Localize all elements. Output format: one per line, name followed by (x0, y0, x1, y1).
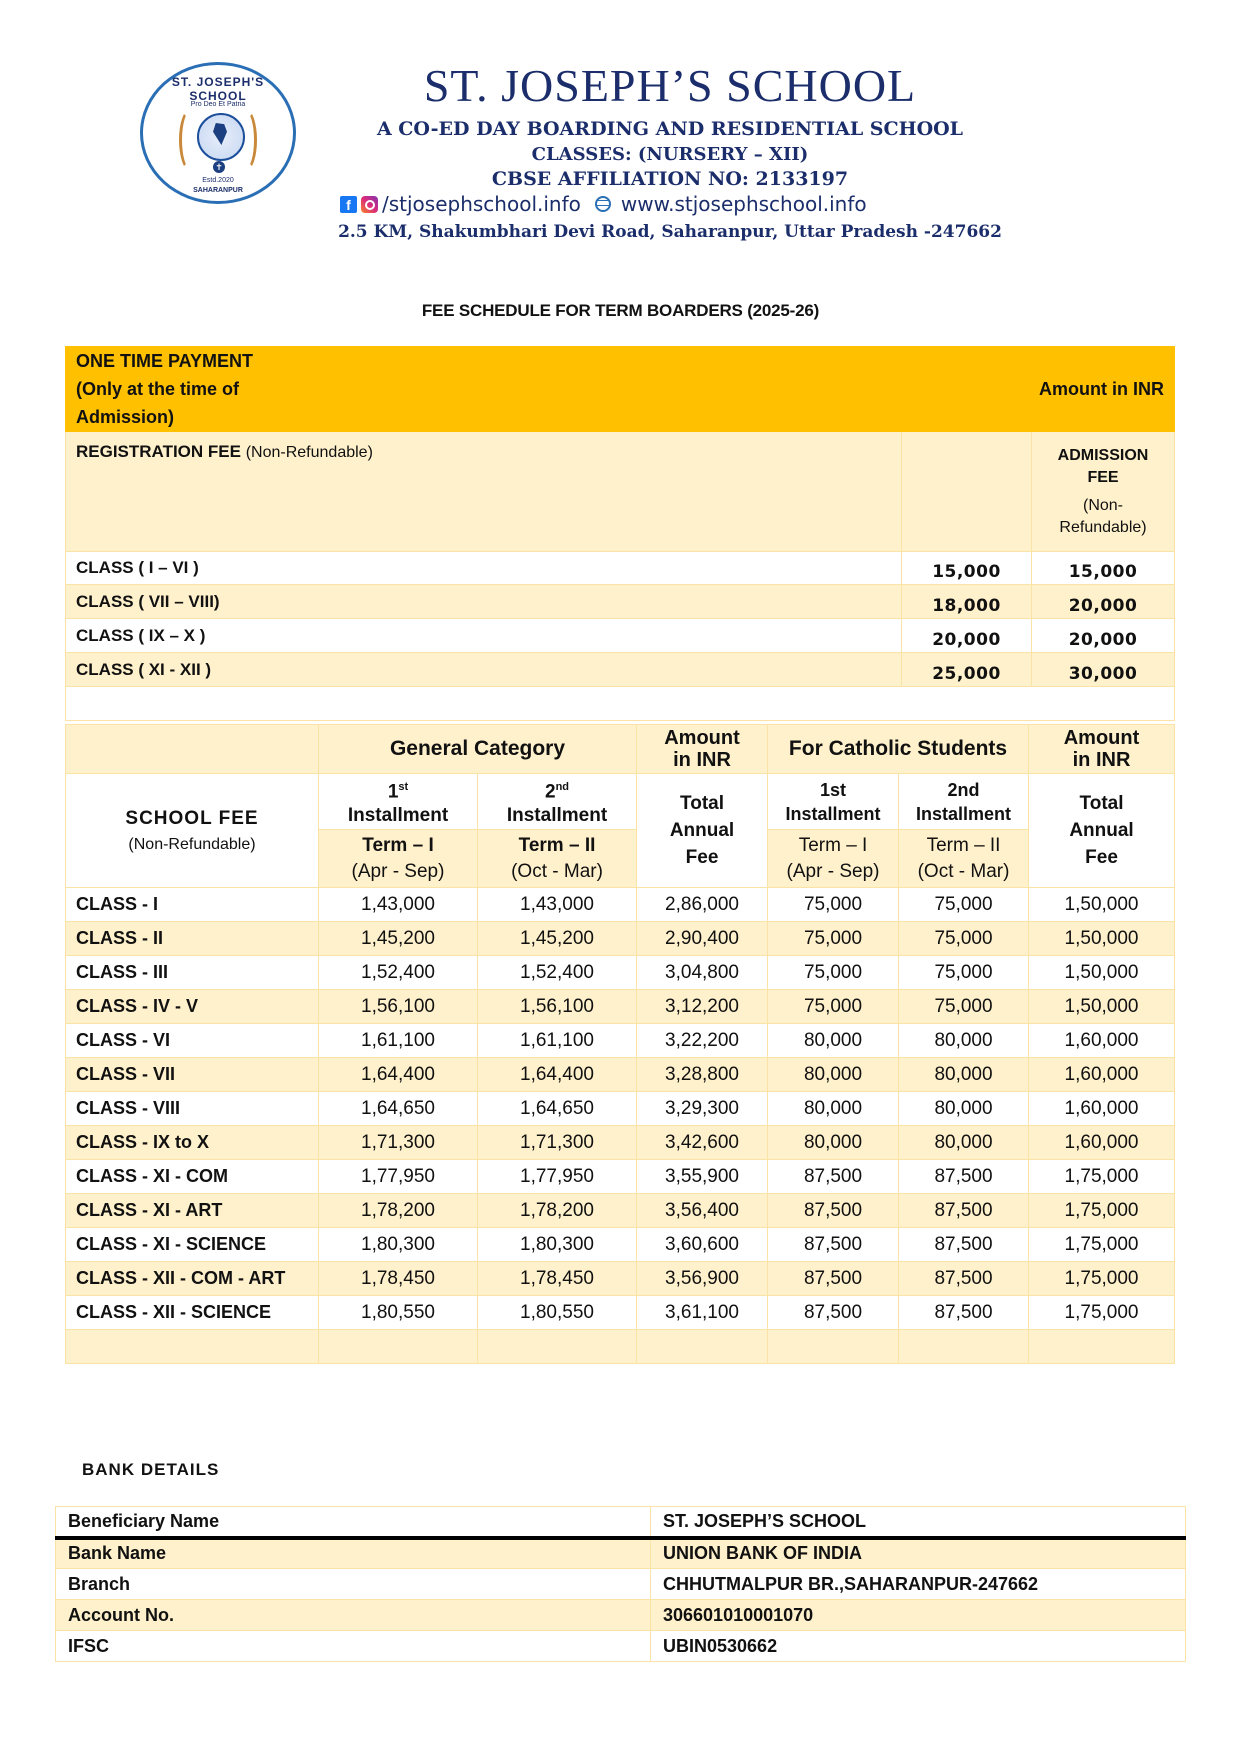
general-term1: 1,64,400 (319, 1058, 478, 1092)
catholic-term1: 87,500 (768, 1194, 899, 1228)
fee-row (66, 1194, 1175, 1228)
general-term2: 1,80,300 (478, 1228, 637, 1262)
catholic-term1: 80,000 (768, 1092, 899, 1126)
installment-label: Installment (347, 805, 449, 827)
term-2-period: (Oct - Mar) (511, 860, 603, 882)
catholic-term2: 80,000 (899, 1126, 1029, 1160)
general-total: 3,42,600 (637, 1126, 768, 1160)
amount-in-inr-header (637, 725, 768, 774)
school-name: ST. JOSEPH’S SCHOOL (423, 60, 917, 111)
logo-motto: Pro Deo Et Patria (190, 101, 246, 108)
second-suffix: nd (555, 780, 570, 793)
logo-city: SAHARANPUR (193, 187, 243, 194)
catholic-term2: 87,500 (899, 1228, 1029, 1262)
class-label: CLASS - III (66, 956, 319, 990)
one-time-heading (66, 347, 902, 432)
general-term1: 1,71,300 (319, 1126, 478, 1160)
general-term2: 1,43,000 (478, 888, 637, 922)
catholic-term2: 75,000 (899, 888, 1029, 922)
general-term1: 1,77,950 (319, 1160, 478, 1194)
bank-value: UBIN0530662 (651, 1631, 1186, 1662)
term-1-period: (Apr - Sep) (351, 860, 445, 882)
general-term2: 1,80,550 (478, 1296, 637, 1330)
registration-fee-value: 18,000 (902, 585, 1032, 619)
school-fee-note: (Non-Refundable) (128, 835, 256, 853)
catholic-total: 1,75,000 (1029, 1262, 1175, 1296)
general-term2: 1,78,450 (478, 1262, 637, 1296)
second-installment-header (478, 774, 637, 830)
registration-fee-title: REGISTRATION FEE (76, 442, 241, 461)
empty-cell (1029, 1330, 1175, 1364)
bank-details-table (55, 1506, 1186, 1662)
school-address: 2.5 KM, Shakumbhari Devi Road, Saharanpur, Uttar Pradesh -247662 (338, 222, 1002, 242)
catholic-term2: 75,000 (899, 990, 1029, 1024)
empty-cell (319, 1330, 478, 1364)
general-term2: 1,52,400 (478, 956, 637, 990)
class-label: CLASS - VII (66, 1058, 319, 1092)
empty-cell (768, 1330, 899, 1364)
fee-row (66, 922, 1175, 956)
bank-details-title: BANK DETAILS (82, 1460, 220, 1479)
bank-value: ST. JOSEPH’S SCHOOL (651, 1507, 1186, 1538)
logo-estd: Estd.2020 (202, 177, 234, 184)
fee-category-header-row (66, 725, 1175, 774)
general-total: 2,90,400 (637, 922, 768, 956)
catholic-term-2-header (899, 830, 1029, 888)
general-category-header: General Category (319, 725, 637, 774)
catholic-total: 1,60,000 (1029, 1126, 1175, 1160)
first-label: 1st (820, 779, 847, 800)
bank-row (56, 1538, 1186, 1569)
class-label: CLASS ( VII – VIII) (66, 585, 902, 619)
empty-row (66, 1330, 1175, 1364)
term-2-label: Term – II (926, 834, 1001, 856)
fee-label: Fee (685, 847, 719, 868)
general-term1: 1,80,300 (319, 1228, 478, 1262)
catholic-term1: 75,000 (768, 990, 899, 1024)
term-1-period: (Apr - Sep) (786, 860, 880, 882)
general-term1: 1,52,400 (319, 956, 478, 990)
catholic-first-installment-header (768, 774, 899, 830)
fee-row (66, 1126, 1175, 1160)
one-time-payment-table (65, 346, 1175, 721)
general-term2: 1,77,950 (478, 1160, 637, 1194)
empty-cell (899, 1330, 1029, 1364)
first-suffix: st (398, 780, 409, 793)
laurel-right-icon (235, 109, 257, 171)
installment-label: Installment (506, 805, 608, 827)
social-handle[interactable]: /stjosephschool.info (382, 192, 581, 216)
catholic-total: 1,60,000 (1029, 1058, 1175, 1092)
admission-fee-value: 30,000 (1032, 653, 1175, 687)
registration-fee-value: 25,000 (902, 653, 1032, 687)
general-total: 3,56,400 (637, 1194, 768, 1228)
general-term1: 1,56,100 (319, 990, 478, 1024)
admission-fee-header (1032, 432, 1175, 552)
catholic-term1: 75,000 (768, 888, 899, 922)
general-total: 3,12,200 (637, 990, 768, 1024)
general-total: 3,60,600 (637, 1228, 768, 1262)
general-term2: 1,64,650 (478, 1092, 637, 1126)
registration-amount-header (902, 432, 1032, 552)
website-link[interactable]: www.stjosephschool.info (620, 192, 867, 216)
spacer-cell (66, 687, 1175, 721)
empty-cell (637, 1330, 768, 1364)
term-1-label: Term – I (362, 834, 434, 856)
general-term2: 1,64,400 (478, 1058, 637, 1092)
catholic-total-annual-fee-header (1029, 774, 1175, 888)
term-1-label: Term – I (798, 834, 868, 856)
catholic-term1: 80,000 (768, 1024, 899, 1058)
school-fee-table (65, 724, 1175, 1364)
bank-label: Bank Name (56, 1538, 651, 1569)
catholic-term2: 87,500 (899, 1160, 1029, 1194)
term-2-period: (Oct - Mar) (917, 860, 1010, 882)
fee-row (66, 1228, 1175, 1262)
social-links (340, 192, 940, 216)
one-time-row (66, 585, 1175, 619)
catholic-term1: 80,000 (768, 1058, 899, 1092)
catholic-term2: 80,000 (899, 1058, 1029, 1092)
fee-row (66, 956, 1175, 990)
one-time-row (66, 552, 1175, 585)
empty-cell (478, 1330, 637, 1364)
catholic-term1: 75,000 (768, 922, 899, 956)
catholic-term2: 87,500 (899, 1262, 1029, 1296)
first-number: 1 (387, 781, 399, 803)
term-2-header (478, 830, 637, 888)
facebook-icon: f (340, 196, 357, 213)
admission-fee-value: 15,000 (1032, 552, 1175, 585)
catholic-term1: 80,000 (768, 1126, 899, 1160)
general-term1: 1,78,450 (319, 1262, 478, 1296)
registration-fee-value: 15,000 (902, 552, 1032, 585)
bank-value: CHHUTMALPUR BR.,SAHARANPUR-247662 (651, 1569, 1186, 1600)
registration-fee-value: 20,000 (902, 619, 1032, 653)
fee-row (66, 888, 1175, 922)
class-label: CLASS - XII - COM - ART (66, 1262, 319, 1296)
registration-header-row (66, 432, 1175, 552)
catholic-term1: 87,500 (768, 1160, 899, 1194)
one-time-heading-line2: (Only at the time of (76, 379, 240, 399)
cbse-affiliation: CBSE AFFILIATION NO: 2133197 (491, 168, 849, 190)
catholic-total: 1,50,000 (1029, 922, 1175, 956)
fee-row (66, 1296, 1175, 1330)
school-fee-label (66, 774, 319, 888)
one-time-heading-line1: ONE TIME PAYMENT (76, 351, 254, 371)
class-label: CLASS - XI - ART (66, 1194, 319, 1228)
cross-icon: ✝ (213, 161, 225, 173)
annual-label: Annual (669, 820, 735, 841)
fee-row (66, 1092, 1175, 1126)
amount-label: Amount (1063, 727, 1140, 749)
class-label: CLASS - XI - COM (66, 1160, 319, 1194)
general-total: 3,55,900 (637, 1160, 768, 1194)
one-time-heading-line3: Admission) (76, 407, 175, 427)
amount-in-inr-label: Amount in INR (902, 347, 1175, 432)
general-total: 3,04,800 (637, 956, 768, 990)
class-label: CLASS - IX to X (66, 1126, 319, 1160)
amount-in-inr-header (1029, 725, 1175, 774)
bank-row (56, 1631, 1186, 1662)
catholic-total: 1,75,000 (1029, 1194, 1175, 1228)
catholic-total: 1,60,000 (1029, 1024, 1175, 1058)
bank-label: Branch (56, 1569, 651, 1600)
catholic-term2: 87,500 (899, 1194, 1029, 1228)
general-term2: 1,71,300 (478, 1126, 637, 1160)
class-label: CLASS - XI - SCIENCE (66, 1228, 319, 1262)
catholic-total: 1,50,000 (1029, 956, 1175, 990)
general-total: 3,29,300 (637, 1092, 768, 1126)
catholic-students-header: For Catholic Students (768, 725, 1029, 774)
admission-fee-value: 20,000 (1032, 619, 1175, 653)
document-title: FEE SCHEDULE FOR TERM BOARDERS (2025-26) (421, 301, 820, 320)
term-1-header (319, 830, 478, 888)
general-term1: 1,61,100 (319, 1024, 478, 1058)
total-annual-fee-header (637, 774, 768, 888)
catholic-total: 1,60,000 (1029, 1092, 1175, 1126)
fee-row (66, 1058, 1175, 1092)
school-tagline: A CO-ED DAY BOARDING AND RESIDENTIAL SCHOOL (376, 118, 964, 140)
catholic-total: 1,75,000 (1029, 1296, 1175, 1330)
installment-label: Installment (916, 803, 1012, 824)
one-time-row (66, 653, 1175, 687)
catholic-term2: 80,000 (899, 1024, 1029, 1058)
logo-ring-text: ST. JOSEPH'S SCHOOL (171, 75, 265, 103)
bank-label: Beneficiary Name (56, 1507, 651, 1538)
installment-label: Installment (785, 803, 881, 824)
class-label: CLASS ( IX – X ) (66, 619, 902, 653)
catholic-term1: 75,000 (768, 956, 899, 990)
general-term2: 1,56,100 (478, 990, 637, 1024)
general-total: 2,86,000 (637, 888, 768, 922)
class-label: CLASS - VIII (66, 1092, 319, 1126)
admission-fee-title-1: ADMISSION (1057, 446, 1149, 464)
bank-value: UNION BANK OF INDIA (651, 1538, 1186, 1569)
one-time-header-row (66, 347, 1175, 432)
second-number: 2 (544, 781, 556, 803)
fee-row (66, 1024, 1175, 1058)
in-inr-label: in INR (1072, 749, 1131, 771)
catholic-total: 1,75,000 (1029, 1228, 1175, 1262)
bank-label: IFSC (56, 1631, 651, 1662)
catholic-term1: 87,500 (768, 1228, 899, 1262)
general-term2: 1,45,200 (478, 922, 637, 956)
spacer-row (66, 687, 1175, 721)
blank-header-cell (66, 725, 319, 774)
general-term1: 1,78,200 (319, 1194, 478, 1228)
bank-row (56, 1569, 1186, 1600)
term-2-label: Term – II (518, 834, 596, 856)
catholic-term2: 80,000 (899, 1092, 1029, 1126)
fee-label: Fee (1085, 847, 1118, 868)
fee-row (66, 990, 1175, 1024)
class-label: CLASS - VI (66, 1024, 319, 1058)
bank-row (56, 1507, 1186, 1538)
admission-fee-note: (Non-Refundable) (1059, 496, 1147, 536)
catholic-total: 1,50,000 (1029, 888, 1175, 922)
catholic-term1: 87,500 (768, 1296, 899, 1330)
general-total: 3,28,800 (637, 1058, 768, 1092)
fee-row (66, 1160, 1175, 1194)
catholic-total: 1,50,000 (1029, 990, 1175, 1024)
catholic-term-1-header (768, 830, 899, 888)
catholic-second-installment-header (899, 774, 1029, 830)
catholic-term2: 75,000 (899, 922, 1029, 956)
school-logo (140, 62, 296, 204)
general-term1: 1,80,550 (319, 1296, 478, 1330)
general-term1: 1,64,650 (319, 1092, 478, 1126)
general-term2: 1,61,100 (478, 1024, 637, 1058)
school-classes: CLASSES: (NURSERY – XII) (531, 144, 809, 165)
bank-row (56, 1600, 1186, 1631)
registration-fee-note: (Non-Refundable) (245, 444, 373, 461)
general-term1: 1,43,000 (319, 888, 478, 922)
in-inr-label: in INR (673, 749, 731, 771)
class-label: CLASS - I (66, 888, 319, 922)
amount-label: Amount (664, 727, 740, 749)
class-label: CLASS - IV - V (66, 990, 319, 1024)
bank-value: 306601010001070 (651, 1600, 1186, 1631)
class-label: CLASS ( I – VI ) (66, 552, 902, 585)
second-label: 2nd (947, 779, 980, 800)
first-installment-header (319, 774, 478, 830)
total-label: Total (680, 793, 724, 814)
catholic-term2: 87,500 (899, 1296, 1029, 1330)
instagram-icon (361, 196, 378, 213)
total-label: Total (1079, 793, 1124, 814)
admission-fee-value: 20,000 (1032, 585, 1175, 619)
fee-row (66, 1262, 1175, 1296)
catholic-term1: 87,500 (768, 1262, 899, 1296)
general-term1: 1,45,200 (319, 922, 478, 956)
class-label: CLASS ( XI - XII ) (66, 653, 902, 687)
catholic-term2: 75,000 (899, 956, 1029, 990)
empty-cell (66, 1330, 319, 1364)
general-total: 3,61,100 (637, 1296, 768, 1330)
school-fee-title: SCHOOL FEE (125, 807, 259, 829)
annual-label: Annual (1069, 820, 1134, 841)
general-term2: 1,78,200 (478, 1194, 637, 1228)
installment-header-row (66, 774, 1175, 830)
globe-icon (595, 196, 611, 212)
one-time-row (66, 619, 1175, 653)
admission-fee-title-2: FEE (1087, 468, 1119, 486)
bank-label: Account No. (56, 1600, 651, 1631)
catholic-total: 1,75,000 (1029, 1160, 1175, 1194)
general-total: 3,56,900 (637, 1262, 768, 1296)
class-label: CLASS - II (66, 922, 319, 956)
class-label: CLASS - XII - SCIENCE (66, 1296, 319, 1330)
general-total: 3,22,200 (637, 1024, 768, 1058)
registration-fee-label (66, 432, 902, 552)
